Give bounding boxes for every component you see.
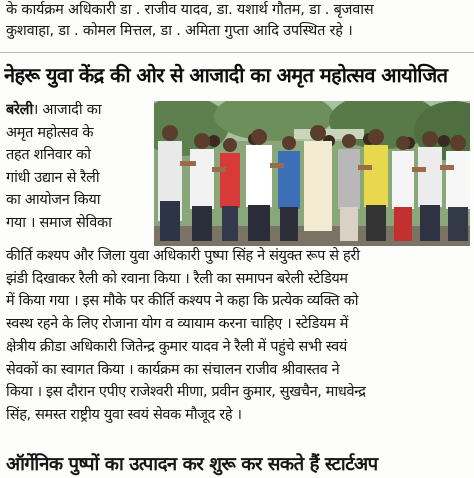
next-article-headline: ऑर्गेनिक पुष्पों का उत्पादन कर शुरू कर सकते हैं स्टार्टअप <box>6 454 378 475</box>
article-left-column <box>6 99 148 234</box>
text-line: में किया गया । इस मौके पर कीर्ति कश्यप ने कहा कि प्रत्येक व्यक्ति को <box>6 293 359 310</box>
lead-text: । आजादी का <box>32 102 102 118</box>
text-line: गांधी उद्यान से रैली <box>6 169 100 186</box>
text-line: कुशवाहा, डा . कोमल मित्तल, डा . अमिता गुप्ता आदि उपस्थित रहे । <box>6 23 353 39</box>
article-headline: नेहरू युवा केंद्र की ओर से आजादी का अमृत महोत्सव आयोजित <box>4 63 448 87</box>
text-line: का आयोजन किया <box>6 192 101 208</box>
dateline: बरेली <box>6 102 33 118</box>
section-divider <box>0 52 474 53</box>
text-line: सेवकों का स्वागत किया । कार्यक्रम का संचालन राजीव श्रीवास्तव ने <box>6 361 340 378</box>
group-photo-illustration <box>154 101 470 246</box>
text-line: सिंह, समस्त राष्ट्रीय युवा स्वयं सेवक मौजूद रहे । <box>6 406 242 423</box>
previous-article-tail <box>6 0 468 42</box>
text-line: स्वस्थ रहने के लिए रोजाना योग व व्यायाम करना चाहिए । स्टेडियम में <box>6 316 349 333</box>
text-line: कीर्ति कश्यप और जिला युवा अधिकारी पुष्पा सिंह ने संयुक्त रूप से हरी <box>6 248 360 264</box>
text-line: अमृत महोत्सव के <box>6 124 94 141</box>
text-line: क्षेत्रीय क्रीडा अधिकारी जितेन्द्र कुमार यादव ने रैली में पहुंचे सभी स्वयं <box>6 338 347 355</box>
news-photo-rally <box>154 101 470 246</box>
text-line: तहत शनिवार को <box>6 147 91 163</box>
article-body <box>6 245 468 427</box>
text-line: किया । इस दौरान एपीए राजेश्वरी मीणा, प्रवीन कुमार, सुखचैन, माधवेन्द्र <box>6 384 366 401</box>
text-line: झंडी दिखाकर रैली को रवाना किया । रैली का समापन बरेली स्टेडियम <box>6 270 348 287</box>
text-line: गया । समाज सेविका <box>6 214 112 231</box>
text-line: के कार्यक्रम अधिकारी डा . राजीव यादव, डा. यशार्थ गौतम, डा . बृजवास <box>6 2 374 18</box>
text-line <box>6 99 148 122</box>
